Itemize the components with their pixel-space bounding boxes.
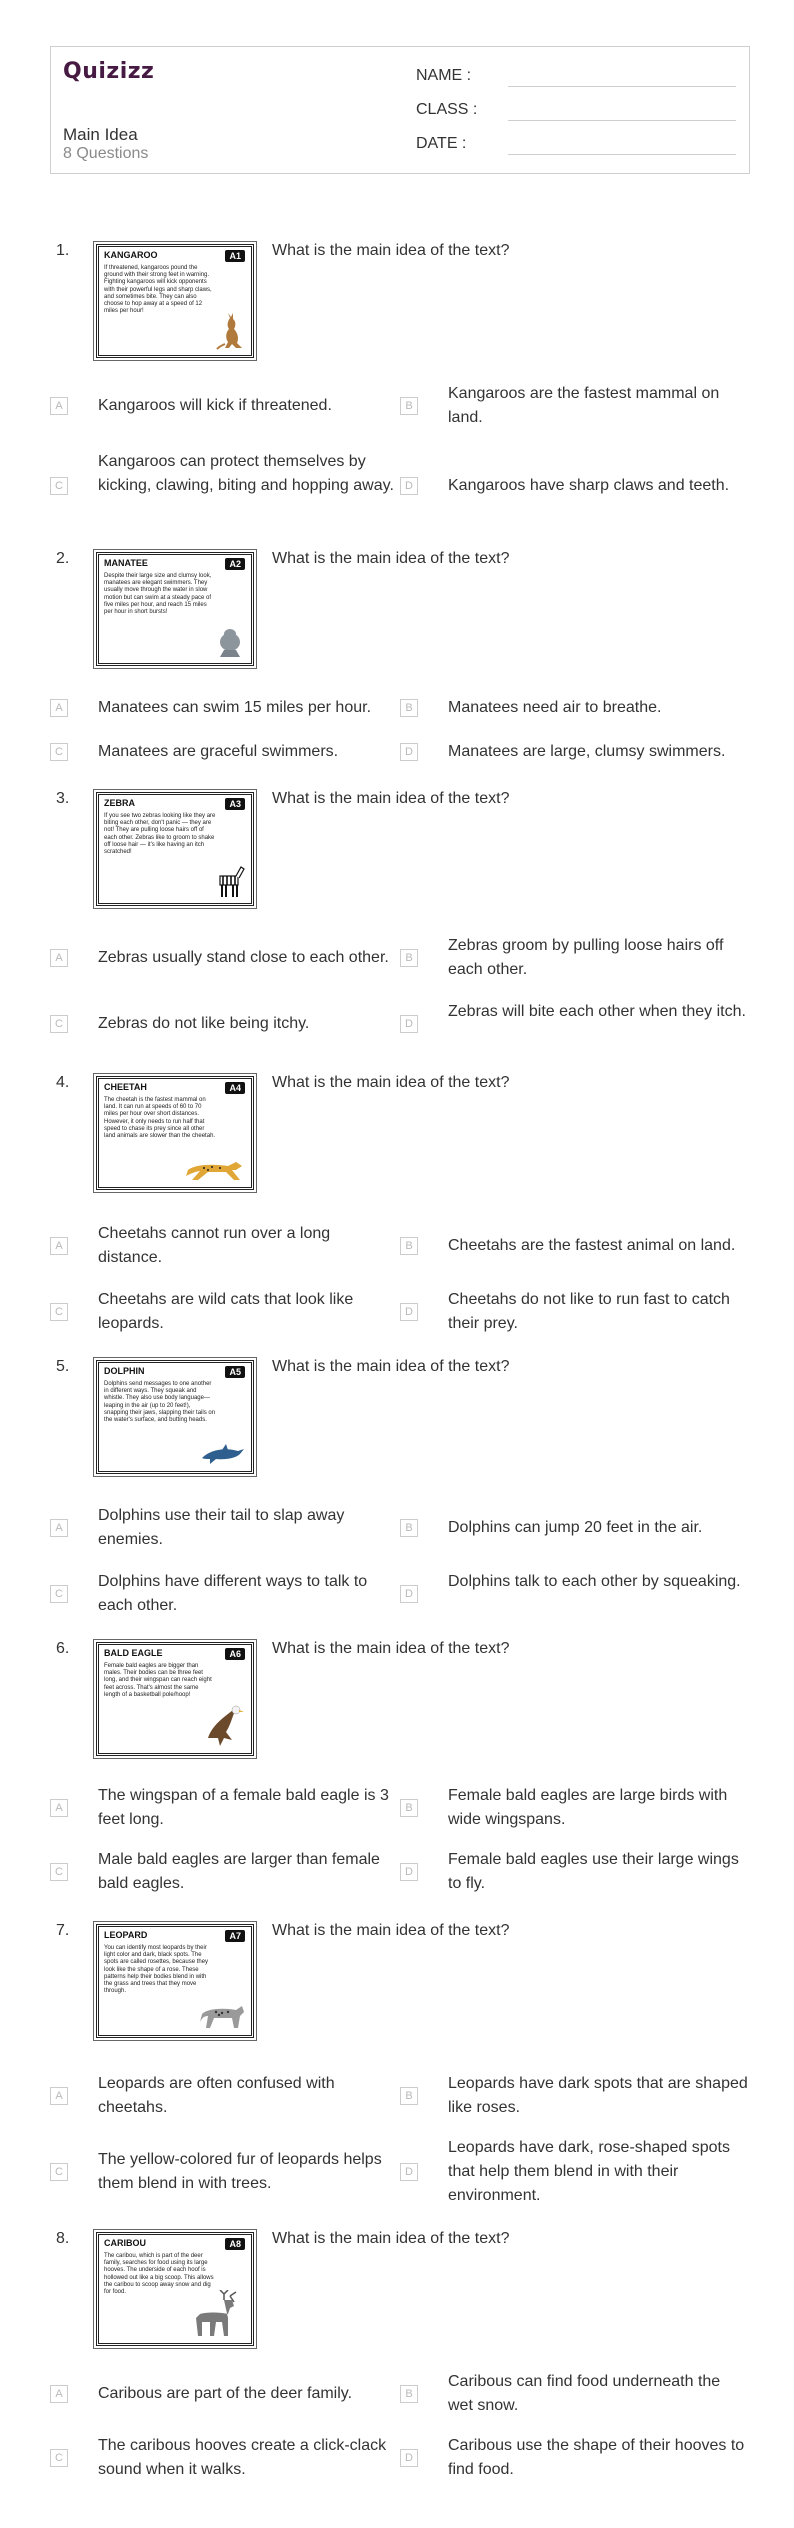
option-text: Kangaroos are the fastest mammal on land.: [448, 385, 720, 426]
option-text: Zebras do not like being itchy.: [98, 1015, 310, 1032]
card-title: CHEETAH: [104, 1082, 147, 1092]
card-passage: If you see two zebras looking like they are biting each other, don't panic — they are not! They are pulling loose hairs off of each other. Zebras like to groom to shake off loose hair — it's like having an itch scratched!: [104, 813, 216, 856]
passage-card: [96, 1642, 254, 1756]
card-badge: A1: [225, 250, 245, 262]
passage-card: [96, 1076, 254, 1190]
option-text: Female bald eagles use their large wings to fly.: [448, 1851, 739, 1892]
passage-card: [96, 244, 254, 358]
option-letter-box: D: [400, 1303, 418, 1321]
option-letter-box: C: [50, 1585, 68, 1603]
question-prompt: What is the main idea of the text?: [272, 1358, 510, 1375]
question-number: 4.: [56, 1074, 70, 1091]
option-letter-box: D: [400, 1585, 418, 1603]
passage-card: [96, 792, 254, 906]
option-letter-box: B: [400, 397, 418, 415]
card-passage: Despite their large size and clumsy look, manatees are elegant swimmers. They usually move through the water in slow motion but can swim at a steady pace of five miles per hour, and reach 15 miles per hour in short bursts!: [104, 573, 212, 616]
option-letter-box: C: [50, 1015, 68, 1033]
option-text: Dolphins have different ways to talk to each other.: [98, 1573, 368, 1614]
option-letter-box: A: [50, 2385, 68, 2403]
option-text: Manatees can swim 15 miles per hour.: [98, 699, 372, 716]
passage-card: [96, 552, 254, 666]
option-text: Dolphins use their tail to slap away enemies.: [98, 1507, 345, 1548]
option-text: Cheetahs cannot run over a long distance.: [98, 1225, 331, 1266]
option-letter-box: C: [50, 477, 68, 495]
option-letter-box: A: [50, 699, 68, 717]
option-letter-box: A: [50, 1237, 68, 1255]
option-text: Caribous can find food underneath the wet snow.: [448, 2373, 721, 2414]
option-letter-box: B: [400, 2087, 418, 2105]
card-badge: A3: [225, 798, 245, 810]
option-letter-box: C: [50, 743, 68, 761]
option-text: The caribous hooves create a click-clack sound when it walks.: [98, 2437, 387, 2478]
question-number: 1.: [56, 242, 70, 259]
option-letter-box: A: [50, 949, 68, 967]
worksheet-title: Main Idea: [63, 125, 138, 144]
option-text: Zebras groom by pulling loose hairs off each other.: [448, 937, 724, 978]
option-letter-box: C: [50, 1863, 68, 1881]
kangaroo-icon: [216, 312, 246, 350]
zebra-icon: [214, 864, 246, 898]
name-field[interactable]: [416, 67, 736, 87]
option-text: Manatees need air to breathe.: [448, 699, 662, 716]
question-number: 7.: [56, 1922, 70, 1939]
date-label: DATE :: [416, 135, 467, 152]
dolphin-icon: [200, 1442, 246, 1466]
question-count: 8 Questions: [63, 145, 149, 162]
option-text: Manatees are large, clumsy swimmers.: [448, 743, 726, 760]
option-letter-box: A: [50, 397, 68, 415]
option-letter-box: A: [50, 2087, 68, 2105]
card-title: LEOPARD: [104, 1930, 148, 1940]
option-letter-box: A: [50, 1519, 68, 1537]
question-number: 6.: [56, 1640, 70, 1657]
class-field[interactable]: [416, 101, 736, 121]
card-badge: A7: [225, 1930, 245, 1942]
option-text: Kangaroos will kick if threatened.: [98, 397, 332, 414]
option-letter-box: C: [50, 2449, 68, 2467]
card-passage: You can identify most leopards by their light color and dark, black spots. The spots are called rosettes, because they look like the shape of a rose. These patterns help their bodies blend in with the grass and trees that they move through.: [104, 1945, 209, 1995]
option-letter-box: B: [400, 2385, 418, 2403]
option-text: Manatees are graceful swimmers.: [98, 743, 339, 760]
option-text: Cheetahs are the fastest animal on land.: [448, 1237, 736, 1254]
date-field[interactable]: [416, 135, 736, 155]
option-text: Male bald eagles are larger than female bald eagles.: [98, 1851, 380, 1892]
option-text: Cheetahs are wild cats that look like leopards.: [98, 1291, 354, 1332]
option-text: Cheetahs do not like to run fast to catch their prey.: [448, 1291, 730, 1332]
option-letter-box: D: [400, 743, 418, 761]
option-text: Female bald eagles are large birds with wide wingspans.: [448, 1787, 728, 1828]
card-title: ZEBRA: [104, 798, 135, 808]
option-letter-box: B: [400, 949, 418, 967]
option-letter-box: A: [50, 1799, 68, 1817]
class-label: CLASS :: [416, 101, 478, 118]
card-passage: The caribou, which is part of the deer family, searches for food using its large hooves. The underside of each hoof is hollowed out like a big scoop. This allows the caribou to scoop away snow and dig for food.: [104, 2253, 214, 2296]
question-prompt: What is the main idea of the text?: [272, 1074, 510, 1091]
option-letter-box: D: [400, 2449, 418, 2467]
question-number: 3.: [56, 790, 70, 807]
question-prompt: What is the main idea of the text?: [272, 1640, 510, 1657]
date-line: [508, 154, 736, 155]
passage-card: [96, 1924, 254, 2038]
option-letter-box: B: [400, 1237, 418, 1255]
card-passage: The cheetah is the fastest mammal on land. It can run at speeds of 60 to 70 miles per hour over short distances. However, it only needs to run half that speed to chase its prey since all other land animals are slower than the cheetah.: [104, 1097, 216, 1140]
name-line: [508, 86, 736, 87]
card-passage: Female bald eagles are bigger than males. Their bodies can be three feet long, and their wingspan can reach eight feet across. That's almost the same length of a basketball pole/hoop!: [104, 1663, 212, 1698]
caribou-icon: [190, 2290, 246, 2338]
eagle-icon: [202, 1704, 246, 1748]
option-text: Kangaroos have sharp claws and teeth.: [448, 477, 730, 494]
question-prompt: What is the main idea of the text?: [272, 242, 510, 259]
option-letter-box: D: [400, 1863, 418, 1881]
card-passage: Dolphins send messages to one another in different ways. They squeak and whistle. They also use body language—leaping in the air (up to 20 feet!), snapping their jaws, slapping their tails on the water's surface, and butting heads.: [104, 1381, 216, 1424]
manatee-icon: [216, 628, 246, 658]
option-text: Dolphins can jump 20 feet in the air.: [448, 1519, 703, 1536]
option-letter-box: C: [50, 2163, 68, 2181]
option-text: Leopards have dark, rose-shaped spots that help them blend in with their environment.: [448, 2139, 730, 2204]
question-number: 2.: [56, 550, 70, 567]
name-label: NAME :: [416, 67, 472, 84]
card-badge: A8: [225, 2238, 245, 2250]
card-title: BALD EAGLE: [104, 1648, 163, 1658]
card-title: CARIBOU: [104, 2238, 146, 2248]
option-text: Zebras will bite each other when they itch.: [448, 1003, 746, 1020]
class-line: [508, 120, 736, 121]
option-letter-box: D: [400, 2163, 418, 2181]
option-letter-box: B: [400, 699, 418, 717]
passage-card: [96, 2232, 254, 2346]
option-letter-box: D: [400, 477, 418, 495]
card-passage: If threatened, kangaroos pound the ground with their strong feet in warning. Fighting kangaroos will kick opponents with their powerful legs and sharp claws, and sometimes bite. They can also choose to hop away at a speed of 12 miles per hour!: [104, 265, 212, 315]
option-letter-box: C: [50, 1303, 68, 1321]
option-text: The wingspan of a female bald eagle is 3 feet long.: [98, 1787, 389, 1828]
question-prompt: What is the main idea of the text?: [272, 1922, 510, 1939]
option-text: Zebras usually stand close to each other.: [98, 949, 389, 966]
question-number: 5.: [56, 1358, 70, 1375]
option-text: Leopards are often confused with cheetahs.: [98, 2075, 335, 2116]
option-text: Dolphins talk to each other by squeaking.: [448, 1573, 741, 1590]
option-text: Kangaroos can protect themselves by kicking, clawing, biting and hopping away.: [98, 453, 394, 494]
option-text: The yellow-colored fur of leopards helps them blend in with trees.: [98, 2151, 382, 2192]
card-title: MANATEE: [104, 558, 148, 568]
option-letter-box: B: [400, 1519, 418, 1537]
question-prompt: What is the main idea of the text?: [272, 2230, 510, 2247]
leopard-icon: [198, 2000, 246, 2030]
card-title: KANGAROO: [104, 250, 158, 260]
option-text: Caribous use the shape of their hooves to find food.: [448, 2437, 745, 2478]
quizizz-logo: Quizizz: [63, 59, 155, 84]
question-prompt: What is the main idea of the text?: [272, 550, 510, 567]
card-badge: A4: [225, 1082, 245, 1094]
option-text: Caribous are part of the deer family.: [98, 2385, 353, 2402]
option-text: Leopards have dark spots that are shaped like roses.: [448, 2075, 748, 2116]
card-title: DOLPHIN: [104, 1366, 145, 1376]
cheetah-icon: [184, 1158, 246, 1182]
question-number: 8.: [56, 2230, 70, 2247]
question-prompt: What is the main idea of the text?: [272, 790, 510, 807]
option-letter-box: B: [400, 1799, 418, 1817]
worksheet-header: [50, 46, 750, 174]
card-badge: A5: [225, 1366, 245, 1378]
option-letter-box: D: [400, 1015, 418, 1033]
card-badge: A2: [225, 558, 245, 570]
card-badge: A6: [225, 1648, 245, 1660]
passage-card: [96, 1360, 254, 1474]
